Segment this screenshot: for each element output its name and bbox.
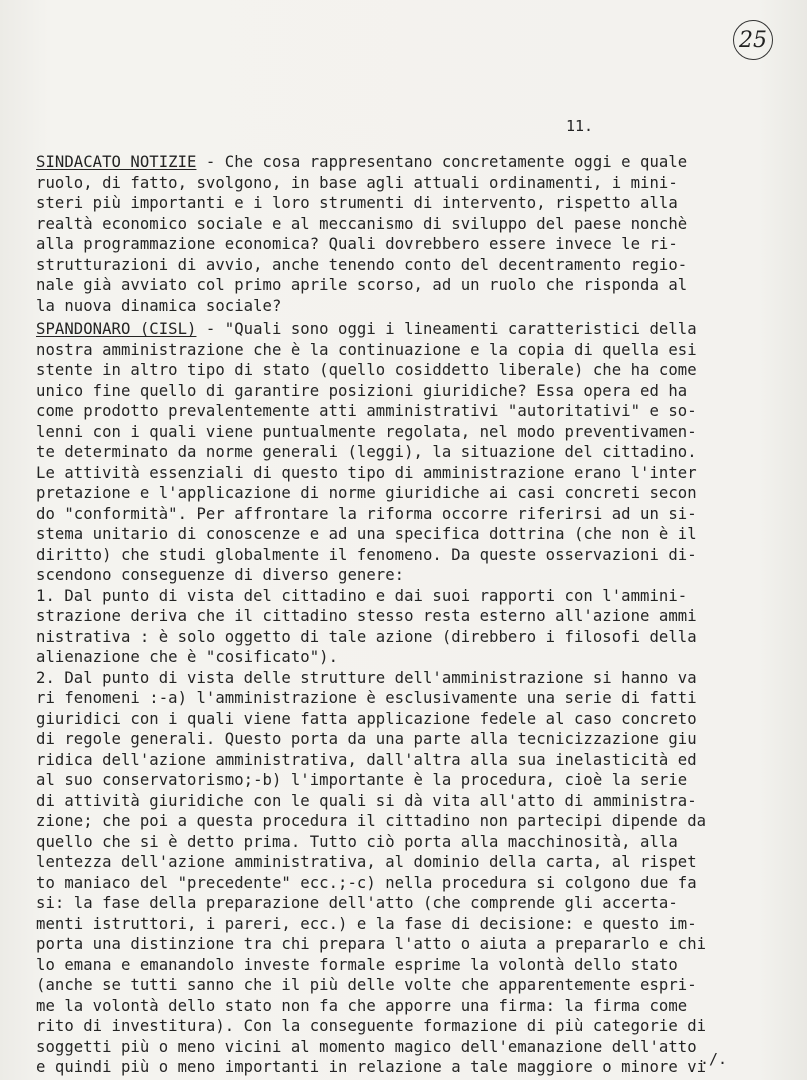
text-line: to maniaco del "precedente" ecc.;-c) nella procedura si colgono due fa [36,873,697,892]
text-line: steri più importanti e i loro strumenti di intervento, rispetto alla [36,194,678,212]
text-line: al suo conservatorismo;-b) l'importante è la procedura, cioè la serie [36,771,688,789]
text-line: realtà economico sociale e al meccanismo di sviluppo del paese nonchè [36,214,688,233]
text-line: nistrativa : è solo oggetto di tale azione (direbbero i filosofi della [36,627,697,646]
text-line: ruolo, di fatto, svolgono, in base agli attuali ordinamenti, i mini- [36,173,678,192]
text-line: scendono conseguenze di diverso genere: [36,566,405,584]
text-line: lentezza dell'azione amministrativa, al dominio della carta, al rispet [36,853,697,871]
text-line: strazione deriva che il cittadino stesso resta esterno all'azione ammi [36,607,697,625]
text-line: te determinato da norme generali (leggi), la situazione del cittadino. [36,443,697,461]
text-line: nostra amministrazione che è la continuazione e la copia di quella esi [36,340,697,359]
text-line: di attività giuridiche con le quali si dà vita all'atto di amministra- [36,791,697,810]
text-line: giuridici con i quali viene fatta applicazione fedele al caso concreto [36,709,697,728]
text-line: strutturazioni di avvio, anche tenendo conto del decentramento regio- [36,255,688,274]
text-line: zione; che poi a questa procedura il cittadino non partecipi dipende da [36,812,707,830]
text-line: pretazione e l'applicazione di norme giuridiche ai casi concreti secon [36,484,697,502]
text-line: di regole generali. Questo porta da una parte alla tecnicizzazione giu [36,730,697,748]
text-line: come prodotto prevalentemente atti amministrativi "autoritativi" e so- [36,402,697,420]
text-line: ri fenomeni :-a) l'amministrazione è esclusivamente una serie di fatti [36,689,697,707]
text-line: si: la fase della preparazione dell'atto (che comprende gli accerta- [36,894,678,912]
text-line: la nuova dinamica sociale? [36,296,282,315]
text-line: alienazione che è "cosificato"). [36,648,339,666]
text-line: - Che cosa rappresentano concretamente oggi e quale [196,153,688,171]
text-line: alla programmazione economica? Quali dovrebbero essere invece le ri- [36,235,678,253]
text-line: menti istruttori, i pareri, ecc.) e la fase di decisione: e questo im- [36,914,697,933]
continuation-mark: ./. [700,1050,728,1068]
page-stamp: 25 [733,20,773,60]
text-line: rito di investitura). Con la conseguente formazione di più categorie di [36,1017,707,1035]
text-line: 1. Dal punto di vista del cittadino e dai suoi rapporti con l'ammini- [36,586,688,605]
text-line: diritto) che studi globalmente il fenomeno. Da queste osservazioni di- [36,545,697,564]
paragraph-spandonaro [36,319,766,1078]
document-body [36,152,766,1078]
paragraph-heading: SPANDONARO (CISL) [36,320,197,338]
text-line: 2. Dal punto di vista delle strutture dell'amministrazione si hanno va [36,668,697,687]
paragraph-sindacato-notizie [36,152,766,316]
text-line: nale già avviato col primo aprile scorso, ad un ruolo che risponda al [36,276,688,294]
text-line: quello che si è detto prima. Tutto ciò porta alla macchinosità, alla [36,832,678,851]
text-line: stema unitario di conoscenze e ad una specifica dottrina (che non è il [36,525,697,543]
text-line: Le attività essenziali di questo tipo di amministrazione erano l'inter [36,463,697,482]
text-line: e quindi più o meno importanti in relazione a tale maggiore o minore vi [36,1058,707,1076]
text-line: porta una distinzione tra chi prepara l'atto o aiuta a prepararlo e chi [36,935,707,953]
text-line: lenni con i quali viene puntualmente regolata, nel modo preventivamen- [36,422,697,441]
text-line: (anche se tutti sanno che il più delle volte che apparentemente espri- [36,976,697,994]
text-line: unico fine quello di garantire posizioni giuridiche? Essa opera ed ha [36,381,688,400]
text-line: ridica dell'azione amministrativa, dall'altra alla sua inelasticità ed [36,750,697,769]
text-line: lo emana e emanandolo investe formale esprime la volontà dello stato [36,955,678,974]
page-number: 11. [566,117,594,135]
text-line: - "Quali sono oggi i lineamenti caratteristici della [196,320,697,338]
text-line: stente in altro tipo di stato (quello cosiddetto liberale) che ha come [36,361,697,379]
text-line: soggetti più o meno vicini al momento magico dell'emanazione dell'atto [36,1037,697,1056]
text-line: do "conformità". Per affrontare la riforma occorre riferirsi ad un si- [36,504,697,523]
text-line: me la volontà dello stato non fa che apporre una firma: la firma come [36,996,688,1015]
paragraph-heading: SINDACATO NOTIZIE [36,153,197,171]
